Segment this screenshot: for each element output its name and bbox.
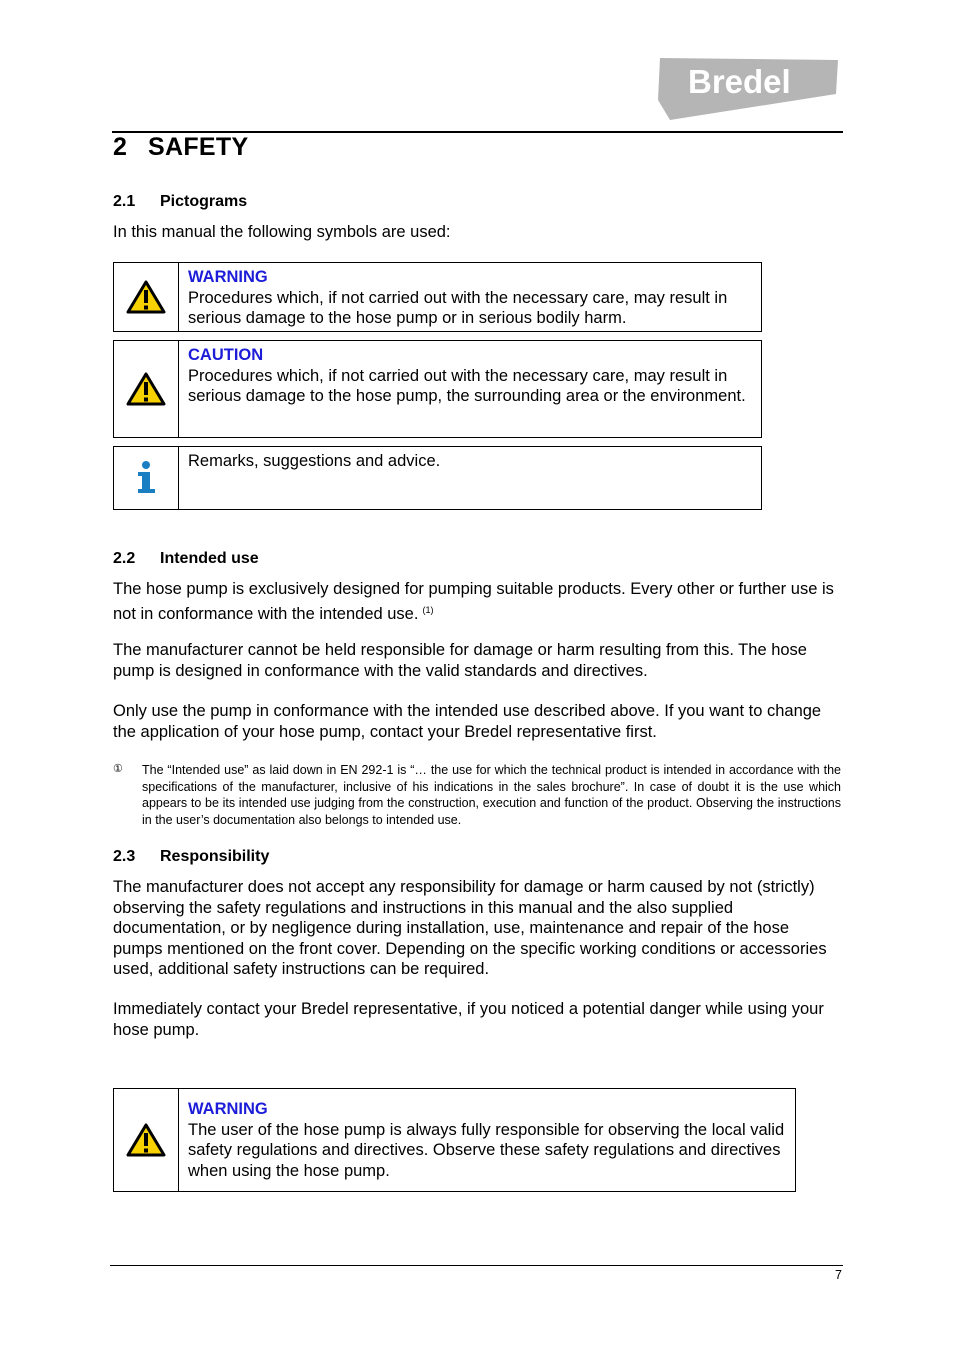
responsibility-warning-text: The user of the hose pump is always fully responsible for observing the local valid safety regulations and directives. Observe these safety regulations and directives when using the hose pump. (188, 1120, 785, 1180)
warning-icon-cell (114, 263, 179, 331)
warning-triangle-icon (126, 1123, 166, 1157)
info-text-cell (179, 447, 449, 509)
footnote-text: The “Intended use” as laid down in EN 292-1 is “… the use for which the technical product is intended in accordance with the specifications of the manufacturer, inclusive of his indications in the sales brochure”. In case of doubt it is the use which appears to be its intended use judging from the construction, execution and function of the product. Observing the instructions in the user’s documentation also belongs to intended use. (142, 763, 841, 827)
intended-use-paragraph-3: Only use the pump in conformance with the intended use described above. If you want to change the application of your hose pump, contact your Bredel representative first. (113, 702, 822, 741)
responsibility-warning-box (113, 1088, 796, 1192)
chapter-title (113, 133, 248, 162)
info-icon (134, 460, 158, 496)
section-number: 2.2 (113, 550, 136, 567)
section-title: Intended use (160, 550, 259, 567)
intended-use-paragraph-1 (113, 579, 843, 624)
footnote-mark: ① (113, 763, 123, 775)
caution-box (113, 340, 762, 438)
chapter-title-text: SAFETY (148, 133, 249, 161)
warning-text-cell (179, 263, 761, 331)
caution-icon-cell (114, 341, 179, 437)
caution-text: Procedures which, if not carried out with the necessary care, may result in serious damage to the hose pump, the surrounding area or the environment. (188, 366, 746, 405)
warning-label: WARNING (188, 268, 268, 286)
section-heading-responsibility (113, 848, 269, 866)
caution-label: CAUTION (188, 346, 264, 364)
caution-text-cell (179, 341, 761, 437)
responsibility-warning-label: WARNING (188, 1100, 268, 1118)
section-heading-pictograms (113, 193, 247, 211)
info-box (113, 446, 762, 510)
section-heading-intended-use (113, 550, 259, 568)
logo-text: Bredel (688, 63, 791, 100)
info-icon-cell (114, 447, 179, 509)
section-title: Responsibility (160, 848, 270, 865)
info-text: Remarks, suggestions and advice. (188, 452, 441, 470)
footer-rule (110, 1265, 843, 1266)
warning-triangle-icon (126, 372, 166, 406)
intended-use-paragraph-2: The manufacturer cannot be held responsible for damage or harm resulting from this. The hose pump is designed in conformance with the valid standards and directives. (113, 641, 807, 680)
responsibility-paragraph-1: The manufacturer does not accept any responsibility for damage or harm caused by not (strictly) observing the safety regulations and instructions in this manual and the also supplied documentation, or by negligence during installation, use, maintenance and repair of the hose pumps mentioned on the front cover. Depending on the specific working conditions or accessories used, additional safety instructions can be required. (113, 878, 827, 978)
warning-box (113, 262, 762, 332)
responsibility-warning-text-cell (179, 1089, 795, 1191)
chapter-number: 2 (113, 133, 128, 161)
warning-triangle-icon (126, 280, 166, 314)
intended-use-text: The hose pump is exclusively designed for pumping suitable products. Every other or further use is not in conformance with the intended use. (113, 580, 834, 623)
responsibility-warning-icon-cell (114, 1089, 179, 1191)
warning-text: Procedures which, if not carried out with the necessary care, may result in serious damage to the hose pump or in serious bodily harm. (188, 288, 728, 327)
section-title: Pictograms (160, 193, 248, 210)
page-number: 7 (835, 1268, 842, 1282)
section-number: 2.3 (113, 848, 136, 865)
pictograms-intro: In this manual the following symbols are used: (113, 223, 451, 241)
bredel-logo (656, 56, 840, 122)
section-number: 2.1 (113, 193, 136, 210)
footnote-reference: (1) (422, 604, 434, 615)
responsibility-paragraph-2: Immediately contact your Bredel representative, if you noticed a potential danger while using your hose pump. (113, 1000, 824, 1039)
